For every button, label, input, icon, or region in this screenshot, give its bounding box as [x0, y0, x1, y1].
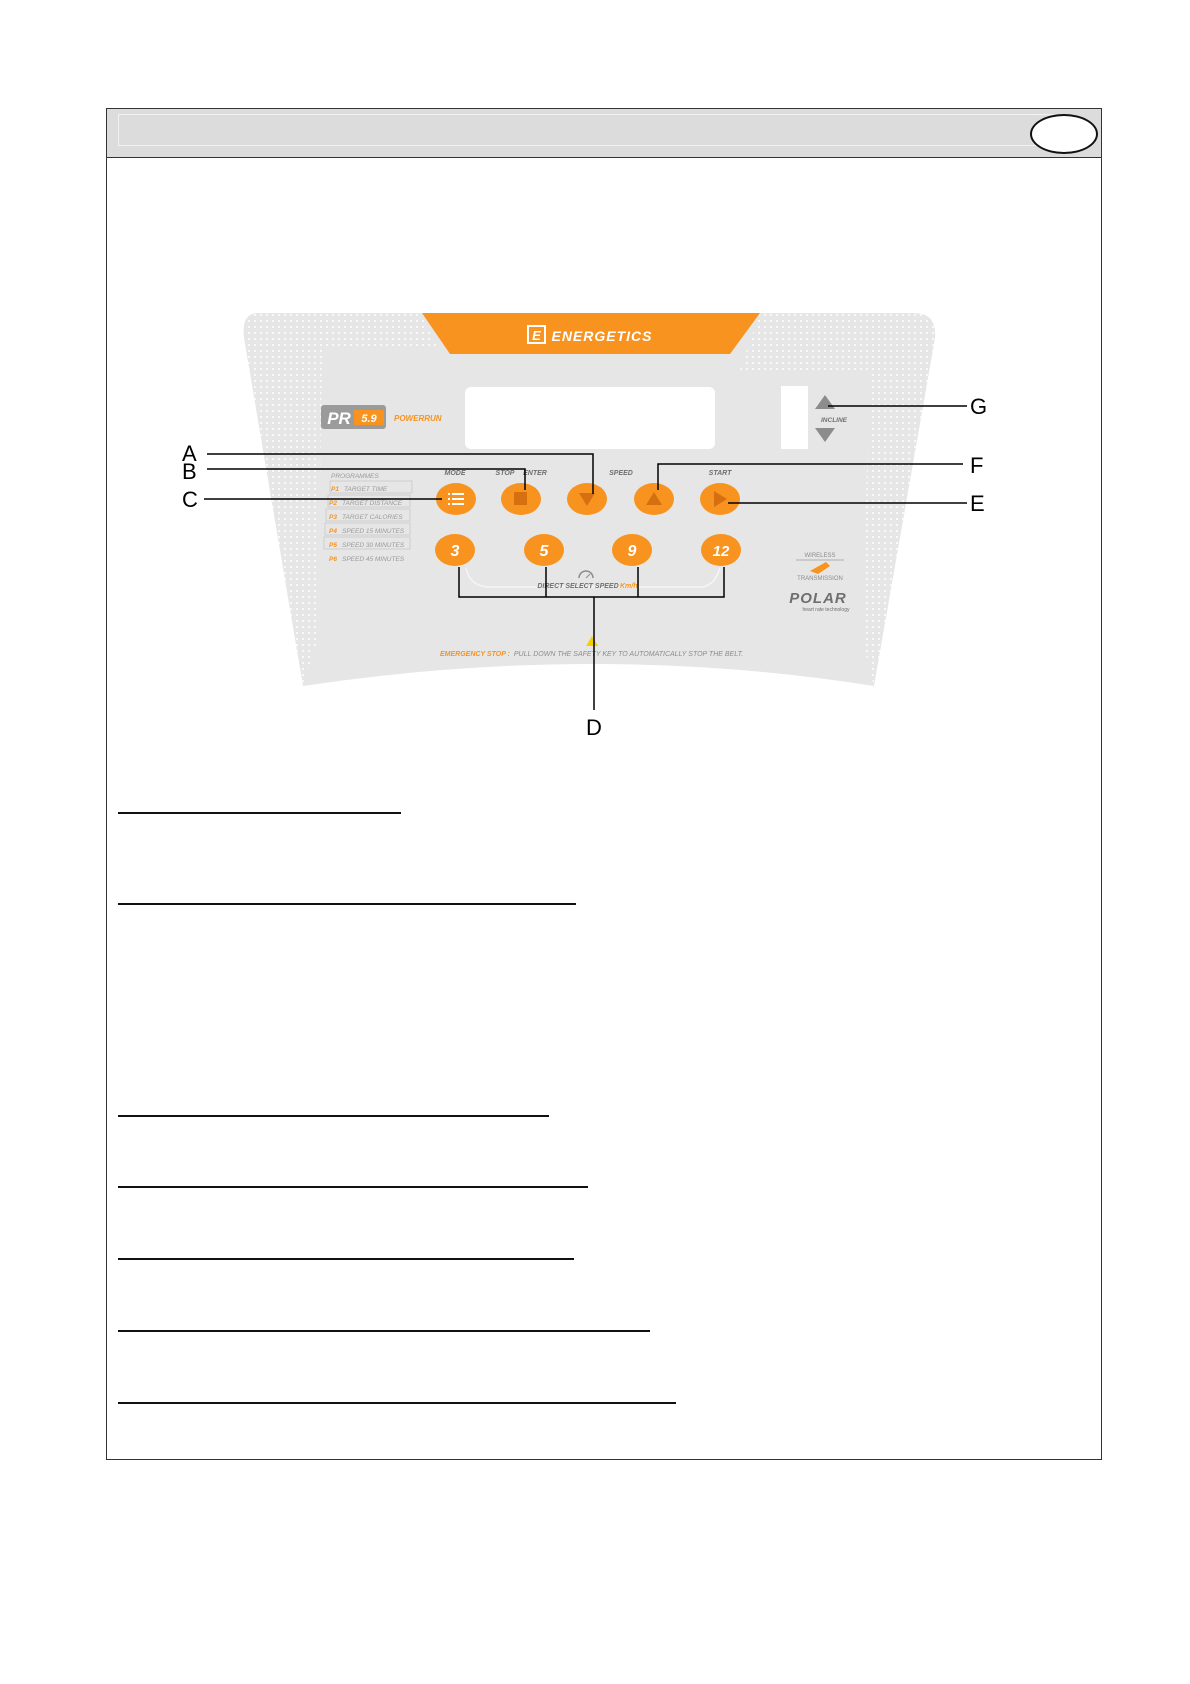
- model-name: POWERRUN: [394, 414, 442, 423]
- incline-label: INCLINE: [821, 417, 847, 424]
- callout-e: E: [970, 491, 985, 516]
- mode-label: MODE: [444, 470, 466, 477]
- section-heading-rule: [118, 1402, 676, 1404]
- incline-display: [781, 386, 808, 449]
- speed-3-value: 3: [450, 543, 460, 560]
- programme-label: SPEED 30 MINUTES: [342, 542, 405, 549]
- speed-down-button[interactable]: [567, 483, 607, 515]
- programmes-title: PROGRAMMES: [331, 473, 379, 480]
- section-heading-rule: [118, 1330, 650, 1332]
- programme-label: TARGET CALORIES: [342, 514, 403, 521]
- model-prefix: PR: [327, 409, 351, 428]
- programme-label: SPEED 45 MINUTES: [342, 556, 405, 563]
- programme-label: SPEED 15 MINUTES: [342, 528, 405, 535]
- start-label: START: [708, 470, 732, 477]
- callout-c: C: [182, 487, 198, 512]
- brand-name: ENERGETICS: [551, 328, 653, 344]
- programme-code: P2: [329, 500, 337, 507]
- callout-d: D: [586, 715, 602, 740]
- start-button[interactable]: [700, 483, 740, 515]
- direct-select-label: DIRECT SELECT SPEED: [537, 583, 619, 590]
- section-heading-rule: [118, 812, 401, 814]
- speed-3-button[interactable]: [435, 534, 475, 566]
- speed-12-value: 12: [712, 543, 730, 560]
- emergency-stop-text: PULL DOWN THE SAFETY KEY TO AUTOMATICALLY STOP THE BELT.: [513, 651, 744, 658]
- section-heading-rule: [118, 1258, 574, 1260]
- direct-select-unit: Km/h: [620, 583, 638, 590]
- polar-logo: POLAR: [789, 590, 847, 607]
- callout-g: G: [970, 394, 988, 419]
- speed-label: SPEED: [609, 470, 633, 477]
- speed-5-value: 5: [539, 543, 549, 560]
- brand-e-mark: E: [532, 328, 541, 343]
- section-heading-rule: [118, 903, 576, 905]
- model-number: 5.9: [361, 413, 377, 425]
- emergency-stop-lead: EMERGENCY STOP :: [440, 651, 510, 658]
- polar-tagline: heart rate technology: [802, 607, 850, 613]
- callout-a: A: [182, 441, 197, 466]
- stop-icon: [514, 492, 527, 505]
- programme-label: TARGET DISTANCE: [342, 500, 403, 507]
- programme-code: P6: [329, 556, 337, 563]
- programme-label: TARGET TIME: [344, 486, 388, 493]
- stop-enter-button[interactable]: [501, 483, 541, 515]
- transmission-label: TRANSMISSION: [797, 576, 843, 582]
- programme-code: P4: [329, 528, 337, 535]
- callout-f: F: [970, 453, 984, 478]
- speed-12-button[interactable]: [701, 534, 741, 566]
- programme-code: P5: [329, 542, 337, 549]
- enter-label: ENTER: [523, 470, 547, 477]
- stop-label: STOP: [495, 470, 515, 477]
- wireless-label: WIRELESS: [804, 553, 836, 559]
- section-heading-rule: [118, 1186, 588, 1188]
- speed-up-button[interactable]: [634, 483, 674, 515]
- programme-code: P3: [329, 514, 337, 521]
- programme-code: P1: [331, 486, 339, 493]
- callout-b: B: [182, 459, 197, 484]
- speed-5-button[interactable]: [524, 534, 564, 566]
- speed-9-value: 9: [627, 543, 637, 560]
- emergency-stop-label: [440, 651, 743, 658]
- section-heading-rule: [118, 1115, 549, 1117]
- speed-9-button[interactable]: [612, 534, 652, 566]
- main-display: [465, 387, 715, 449]
